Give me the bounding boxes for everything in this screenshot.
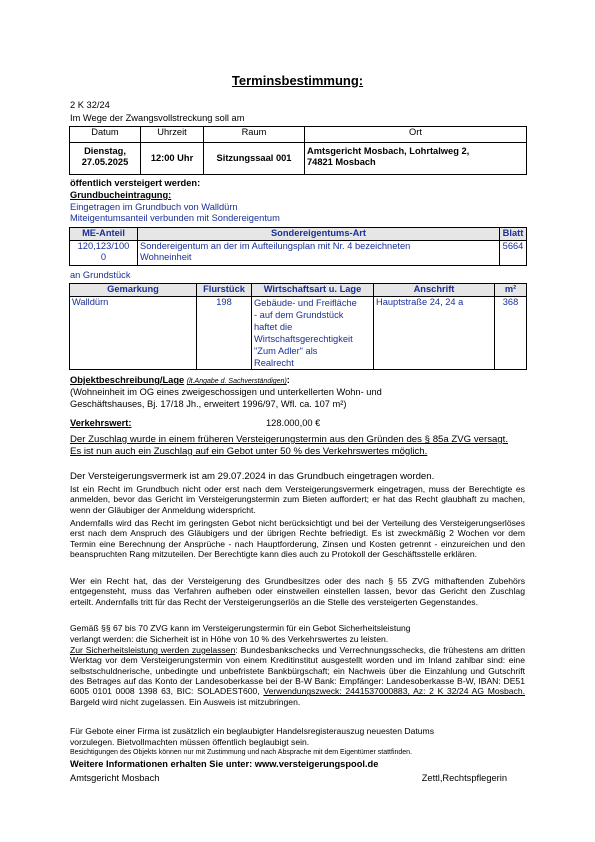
header-uhrzeit: Uhrzeit (141, 127, 204, 143)
wirtschaftsart-line: Wirtschaftsgerechtigkeit (254, 334, 353, 344)
header-sondereigentums-art: Sondereigentums-Art (138, 228, 500, 241)
header-ort: Ort (305, 127, 527, 143)
cell-blatt: 5664 (500, 241, 527, 266)
cell-raum: Sitzungssaal 001 (204, 143, 305, 175)
verwendungszweck: Verwendungszweck: 2441537000883, Az: 2 K 32/24 AG Mosbach. (263, 686, 526, 697)
objekt-heading: Objektbeschreibung/Lage (70, 375, 185, 385)
anteil-line1: 120,123/100 (77, 241, 130, 251)
versteigert-text: öffentlich versteigert werden: (70, 178, 201, 188)
grundstueck-table-header (70, 284, 527, 297)
ort-line1: Amtsgericht Mosbach, Lohrtalweg 2, (307, 146, 470, 156)
wirtschaftsart-line: haftet die (254, 322, 293, 332)
grundbuch-line1: Eingetragen im Grundbuch von Walldürn (70, 202, 238, 212)
verkehrswert-label: Verkehrswert: (70, 418, 132, 428)
recht-text: Ist ein Recht im Grundbuch nicht oder erst nach dem Versteigerungsvermerk eingetragen, muss der Berechtigte es anmelden, bevor das Gericht im Versteigerungstermin zum Bieten auffordert; er hat das Recht glaubhaft zu machen, wenn der Gläubiger der Anmeldung widerspricht. (70, 484, 525, 515)
andernfalls-text: Andernfalls wird das Recht im geringsten Gebot nicht berücksichtigt und bei der Verteilung des Versteigerungserlöses erst nach dem Anspruch des Gläubigers und der übrigen Rechte befriedigt. Es ist zweckmäßig 2 Wochen vor dem Termin eine Berechnung der Ansprüche - nach Hauptforderung, Zinsen und Kosten getrennt - einzureichen und den beanspruchten Rang mitzuteilen. Der Berechtigte kann dies auch zu Protokoll der Geschäftsstelle erklären. (70, 518, 525, 559)
ort-line2: 74821 Mosbach (307, 157, 376, 168)
besichtigung-text: Besichtigungen des Objekts können nur mit Zustimmung und nach Absprache mit dem Eigentümer stattfinden. (70, 749, 413, 756)
objekt-colon: : (286, 375, 290, 385)
header-me-anteil: ME-Anteil (70, 228, 138, 241)
aktenzeichen: 2 K 32/24 (70, 100, 110, 110)
header-wirtschaftsart: Wirtschaftsart u. Lage (252, 284, 374, 297)
document-title: Terminsbestimmung: (231, 73, 364, 88)
header-flurstueck: Flurstück (197, 284, 252, 297)
objekt-line1: (Wohneinheit im OG eines zweigeschossigen und unterkellerten Wohn- und (70, 387, 382, 397)
me-table-header (70, 228, 527, 241)
header-gemarkung: Gemarkung (70, 284, 197, 297)
verkehrswert-value: 128.000,00 € (266, 418, 321, 428)
sicherheit-label: Zur Sicherheitsleistung werden zugelassen (70, 645, 236, 655)
firma-line2: vorzulegen. Bietvollmachten müssen öffentlich beglaubigt sein. (70, 737, 310, 747)
header-datum: Datum (70, 127, 141, 143)
anteil-line2: 0 (100, 252, 107, 263)
firma-line1: Für Gebote einer Firma ist zusätzlich ein beglaubigter Handelsregisterauszug neuesten Datums (70, 726, 434, 736)
grundstueck-table-row (70, 297, 527, 370)
cell-flurstueck: 198 (197, 297, 252, 370)
grundbuch-line2: Miteigentumsanteil verbunden mit Sondereigentum (70, 213, 280, 223)
me-anteil-table (69, 227, 527, 266)
cell-gemarkung: Walldürn (70, 297, 197, 370)
footer-court: Amtsgericht Mosbach (70, 773, 160, 783)
an-grundstueck-text: an Grundstück (70, 270, 131, 280)
wirtschaftsart-line: Realrecht (254, 358, 294, 368)
datum-line1: Dienstag, (84, 146, 126, 156)
header-anschrift: Anschrift (374, 284, 495, 297)
intro-text: Im Wege der Zwangsvollstreckung soll am (70, 113, 245, 123)
grundbuch-heading: Grundbucheintragung: (70, 190, 172, 200)
cell-me-anteil (70, 241, 138, 266)
objekt-heading-line (70, 375, 290, 387)
wirtschaftsart-line: "Zum Adler" als (254, 346, 318, 356)
sicherheit-text: : Bundesbankschecks und Verrechnungsschecks, die frühestens am dritten Werktag vor dem Versteigerungstermin von einem Kreditinstitut ausgestellt worden und im Inland zahlbar sind: eine selbstschuldnerische, unbedingte und unbefristete Bankbürgschaft; ein Nachweis über die Einzahlung und Gutschrift des Betrages auf das Konto der Landesoberkasse bei der B-W Bank: Empfänger: Landesoberkasse B-W, IBAN: DE51 6005 0101 0008 1398 63, BIC: SOLADEST600, (70, 645, 525, 697)
termin-table (69, 126, 527, 175)
grundstueck-table (69, 283, 527, 370)
cell-datum (70, 143, 141, 175)
gemaess-line1: Gemäß §§ 67 bis 70 ZVG kann im Versteigerungstermin für ein Gebot Sicherheitsleistung (70, 623, 411, 633)
cell-sondereigentums-art (138, 241, 500, 266)
termin-table-header (70, 127, 527, 143)
datum-line2: 27.05.2025 (81, 157, 129, 168)
header-m2: m² (495, 284, 527, 297)
vermerk-text: Der Versteigerungsvermerk ist am 29.07.2024 in das Grundbuch eingetragen worden. (70, 471, 435, 482)
cell-m2: 368 (495, 297, 527, 370)
footer-signatory: Zettl,Rechtspflegerin (421, 773, 507, 783)
cell-wirtschaftsart (252, 297, 374, 370)
weitere-info: Weitere Informationen erhalten Sie unter: www.versteigerungspool.de (70, 759, 379, 769)
sicherheit-paragraph (70, 645, 525, 707)
bargeld-text: Bargeld wird nicht zugelassen. Ein Ausweis ist mitzubringen. (70, 696, 301, 707)
objekt-note: (lt.Angabe d. Sachverständigen) (186, 378, 287, 385)
wirtschaftsart-line: Gebäude- und Freifläche (254, 298, 357, 308)
termin-table-row (70, 143, 527, 175)
header-blatt: Blatt (500, 228, 527, 241)
header-raum: Raum (204, 127, 305, 143)
art-line1: Sondereigentum an der im Aufteilungsplan mit Nr. 4 bezeichneten (140, 241, 411, 251)
wer-text: Wer ein Recht hat, das der Versteigerung des Grundbesitzes oder des nach § 55 ZVG mithaftenden Zubehörs entgegensteht, muss das Verfahren aufheben oder einstweilen einstellen lassen, bevor das Gericht den Zuschlag erteilt. Andernfalls tritt für das Recht der Versteigerungserlös an die Stelle des versteigerten Gegenstandes. (70, 576, 525, 607)
wirtschaftsart-line: - auf dem Grundstück (254, 310, 344, 320)
cell-uhrzeit: 12:00 Uhr (141, 143, 204, 175)
zuschlag-text: Der Zuschlag wurde in einem früheren Versteigerungstermin aus den Gründen des § 85a ZVG versagt. Es ist nun auch ein Zuschlag auf ein Gebot unter 50 % des Verkehrswertes möglich. (70, 434, 508, 457)
cell-ort (305, 143, 527, 175)
cell-anschrift: Hauptstraße 24, 24 a (374, 297, 495, 370)
gemaess-line2: verlangt werden: die Sicherheit ist in Höhe von 10 % des Verkehrswertes zu leisten. (70, 634, 389, 644)
art-line2: Wohneinheit (140, 252, 192, 263)
objekt-line2: Geschäftshauses, Bj. 17/18 Jh., erweitert 1996/97, Wfl. ca. 107 m²) (70, 399, 347, 409)
me-table-row (70, 241, 527, 266)
